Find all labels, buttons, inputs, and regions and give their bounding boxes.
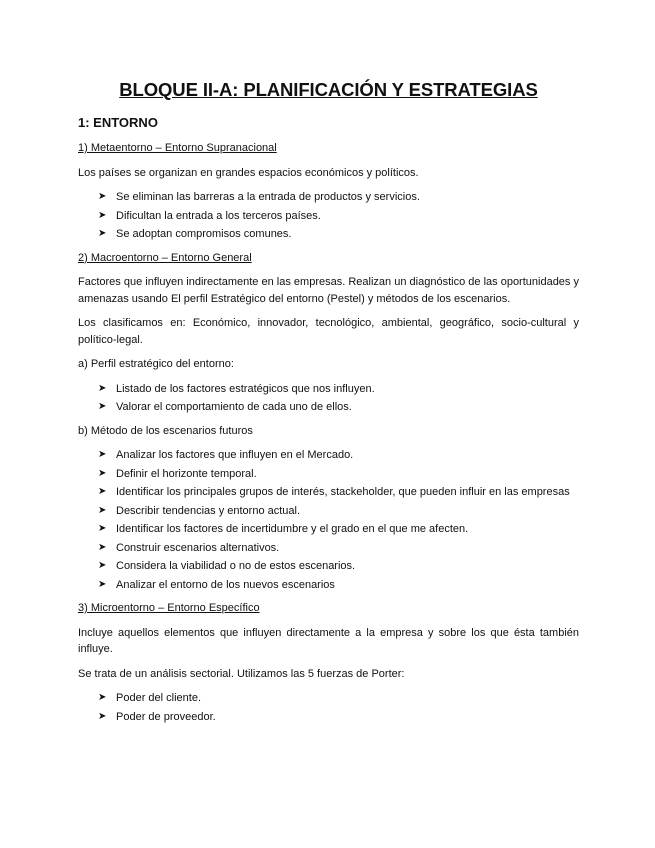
macroentorno-paragraph-1: Factores que influyen indirectamente en las empresas. Realizan un diagnóstico de las oportunidades y amenazas usando El perfil Estratégico del entorno (Pestel) y métodos de los escenarios. <box>78 276 579 305</box>
arrowhead-bullet-icon: ➤ <box>98 209 107 221</box>
section-heading-entorno: 1: ENTORNO <box>78 115 158 130</box>
list-item-text: Analizar el entorno de los nuevos escenarios <box>116 578 335 591</box>
porter-forces-list <box>78 690 579 725</box>
list-item-text: Definir el horizonte temporal. <box>116 467 257 480</box>
list-item <box>78 381 579 398</box>
list-item-text: Identificar los factores de incertidumbre y el grado en el que me afecten. <box>116 523 469 535</box>
document-title: BLOQUE II-A: PLANIFICACIÓN Y ESTRATEGIAS <box>119 79 538 100</box>
list-item <box>78 466 579 483</box>
microentorno-paragraph-2: Se trata de un análisis sectorial. Utilizamos las 5 fuerzas de Porter: <box>78 667 405 680</box>
escenarios-futuros-label: b) Método de los escenarios futuros <box>78 424 253 437</box>
list-item <box>78 709 579 726</box>
list-item <box>78 690 579 707</box>
list-item <box>78 540 579 557</box>
list-item-text: Construir escenarios alternativos. <box>116 541 280 554</box>
list-item-text: Poder del cliente. <box>116 692 201 704</box>
arrowhead-bullet-icon: ➤ <box>98 578 107 590</box>
microentorno-paragraph-1: Incluye aquellos elementos que influyen directamente a la empresa y sobre los que ésta también influye. <box>78 626 579 655</box>
list-item-text: Analizar los factores que influyen en el Mercado. <box>116 449 354 461</box>
list-item <box>78 484 579 501</box>
list-item-text: Considera la viabilidad o no de estos escenarios. <box>116 560 356 572</box>
arrowhead-bullet-icon: ➤ <box>98 523 107 534</box>
arrowhead-bullet-icon: ➤ <box>98 541 107 553</box>
list-item <box>78 558 579 575</box>
list-item <box>78 189 579 206</box>
arrowhead-bullet-icon: ➤ <box>98 401 107 412</box>
subheading-macroentorno: 2) Macroentorno – Entorno General <box>78 251 252 264</box>
list-item <box>78 521 579 538</box>
arrowhead-bullet-icon: ➤ <box>98 191 107 202</box>
metaentorno-intro: Los países se organizan en grandes espacios económicos y políticos. <box>78 166 419 179</box>
list-item <box>78 577 579 594</box>
list-item-text: Poder de proveedor. <box>116 710 216 723</box>
list-item-text: Listado de los factores estratégicos que nos influyen. <box>116 382 375 395</box>
arrowhead-bullet-icon: ➤ <box>98 467 107 479</box>
list-item <box>78 226 579 243</box>
perfil-estrategico-list <box>78 381 579 416</box>
arrowhead-bullet-icon: ➤ <box>98 692 107 703</box>
list-item-text: Dificultan la entrada a los terceros países. <box>116 209 321 222</box>
arrowhead-bullet-icon: ➤ <box>98 382 107 394</box>
metaentorno-list <box>78 189 579 243</box>
arrowhead-bullet-icon: ➤ <box>98 710 107 722</box>
list-item-text: Identificar los principales grupos de interés, stackeholder, que pueden influir en las empresas <box>116 486 570 498</box>
list-item <box>78 399 579 416</box>
arrowhead-bullet-icon: ➤ <box>98 449 107 460</box>
arrowhead-bullet-icon: ➤ <box>98 560 107 571</box>
subheading-microentorno: 3) Microentorno – Entorno Específico <box>78 602 260 614</box>
document-body <box>78 78 579 732</box>
list-item-text: Valorar el comportamiento de cada uno de ellos. <box>116 401 352 413</box>
perfil-estrategico-label: a) Perfil estratégico del entorno: <box>78 358 234 370</box>
list-item <box>78 503 579 520</box>
list-item-text: Se adoptan compromisos comunes. <box>116 228 292 240</box>
list-item-text: Describir tendencias y entorno actual. <box>116 504 301 517</box>
subheading-metaentorno: 1) Metaentorno – Entorno Supranacional <box>78 142 277 154</box>
list-item <box>78 208 579 225</box>
escenarios-futuros-list <box>78 447 579 593</box>
arrowhead-bullet-icon: ➤ <box>98 486 107 497</box>
list-item-text: Se eliminan las barreras a la entrada de productos y servicios. <box>116 191 420 203</box>
arrowhead-bullet-icon: ➤ <box>98 228 107 239</box>
macroentorno-paragraph-2: Los clasificamos en: Económico, innovador, tecnológico, ambiental, geográfico, socio-cultural y político-legal. <box>78 317 579 346</box>
list-item <box>78 447 579 464</box>
arrowhead-bullet-icon: ➤ <box>98 504 107 516</box>
